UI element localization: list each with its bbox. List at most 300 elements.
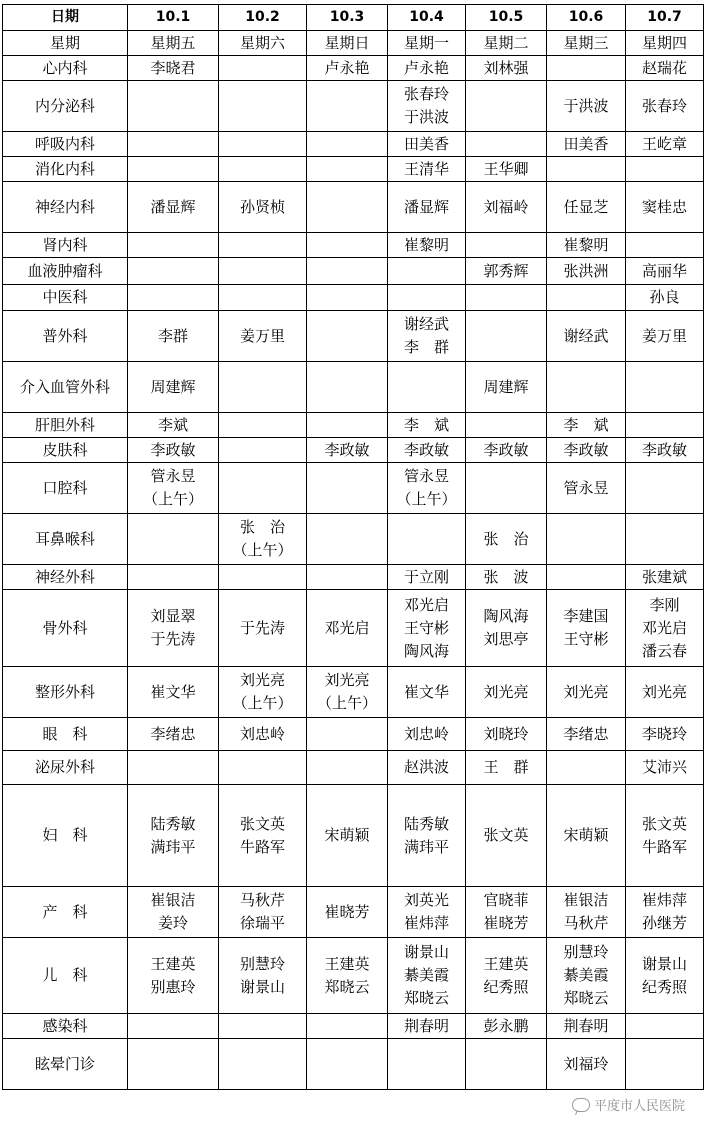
doctor-name: 李政敏 [563,440,609,459]
table-row [3,258,704,285]
doctor-cell [547,182,626,233]
doctor-name: 管永昱 [403,467,449,485]
doctor-name: 郑晓云 [563,989,609,1007]
table-row [3,182,704,233]
doctor-cell [307,438,388,463]
doctor-name: 徐瑞平 [239,914,285,932]
doctor-cell [307,233,388,258]
doctor-name: 王华卿 [483,159,529,178]
table-row [3,785,704,887]
doctor-name: 官晓菲 [483,891,529,909]
doctor-name: 李政敏 [150,440,196,459]
doctor-cell [466,718,547,751]
doctor-cell [466,182,547,233]
doctor-cell [388,514,466,565]
department-cell: 眩晕门诊 [3,1039,128,1090]
doctor-name: 李政敏 [641,440,687,459]
table-row [3,565,704,590]
doctor-name: 张文英 [641,814,687,833]
department-cell: 肝胆外科 [3,413,128,438]
department-cell: 口腔科 [3,463,128,514]
doctor-cell [547,887,626,938]
doctor-cell [128,438,219,463]
doctor-cell [128,887,219,938]
doctor-name: 任显芝 [563,197,609,216]
doctor-cell [547,233,626,258]
doctor-cell [128,362,219,413]
doctor-name: 陆秀敏 [150,814,196,833]
doctor-name: 张 治 [239,518,285,536]
doctor-name: 田美香 [563,134,609,153]
doctor-cell [626,1014,704,1039]
doctor-cell [219,413,307,438]
weekday-row [3,31,704,56]
doctor-cell [128,132,219,157]
doctor-name: 纪秀照 [483,977,529,996]
doctor-cell [219,56,307,81]
table-row [3,81,704,132]
date-cell: 10.1 [128,5,219,31]
doctor-name: （上午） [396,490,457,508]
department-cell: 骨外科 [3,590,128,667]
doctor-cell [388,157,466,182]
doctor-cell [219,1039,307,1090]
doctor-name: 张春玲 [403,85,449,103]
doctor-name: 马秋芹 [239,891,285,909]
doctor-name: 李斌 [157,415,188,434]
watermark [572,1095,685,1114]
doctor-cell [466,1014,547,1039]
doctor-cell [128,413,219,438]
doctor-name: 刘忠岭 [239,724,285,743]
doctor-cell [307,938,388,1014]
date-cell: 10.3 [307,5,388,31]
doctor-cell [219,362,307,413]
doctor-name: 彭永鹏 [483,1016,529,1035]
doctor-cell [388,56,466,81]
department-cell: 呼吸内科 [3,132,128,157]
doctor-name: 赵瑞花 [641,58,687,77]
doctor-cell [219,718,307,751]
date-cell: 10.4 [388,5,466,31]
doctor-name: 张洪洲 [563,261,609,280]
doctor-cell [547,514,626,565]
doctor-cell [307,590,388,667]
doctor-cell [307,132,388,157]
department-cell: 整形外科 [3,667,128,718]
doctor-name: 姜玲 [157,914,188,932]
doctor-cell [307,565,388,590]
doctor-cell [219,182,307,233]
doctor-cell [307,157,388,182]
doctor-cell [128,157,219,182]
doctor-cell [466,938,547,1014]
doctor-cell [466,514,547,565]
doctor-cell [626,565,704,590]
doctor-cell [466,258,547,285]
doctor-name: 宋萌颖 [324,826,370,844]
doctor-cell [388,938,466,1014]
doctor-name: 刘光亮 [563,682,609,701]
doctor-name: 邓光启 [403,595,449,614]
doctor-name: 崔文华 [403,682,449,701]
schedule-table [2,4,704,1090]
doctor-name: 宋萌颖 [563,826,609,844]
doctor-cell [307,667,388,718]
table-row [3,285,704,311]
doctor-name: 谢景山 [239,977,285,996]
doctor-name: 陶风海 [403,641,449,660]
doctor-cell [547,258,626,285]
table-row [3,751,704,785]
doctor-name: （上午） [232,694,293,712]
doctor-cell [128,1039,219,1090]
doctor-name: 王建英 [324,954,370,973]
doctor-name: 陶风海 [483,607,529,625]
doctor-cell [547,132,626,157]
doctor-cell [307,751,388,785]
doctor-cell [219,285,307,311]
doctor-cell [307,718,388,751]
doctor-name: 郭秀辉 [483,261,529,280]
doctor-cell [307,413,388,438]
weekday-label: 星期 [3,31,128,56]
doctor-name: 王守彬 [563,630,609,648]
table-row [3,938,704,1014]
department-cell: 眼 科 [3,718,128,751]
doctor-cell [466,463,547,514]
doctor-cell [128,56,219,81]
doctor-cell [626,56,704,81]
doctor-name: 张 波 [483,567,529,586]
doctor-cell [219,514,307,565]
doctor-name: 赵洪波 [403,758,449,776]
table-row [3,590,704,667]
doctor-cell [466,311,547,362]
wechat-icon [572,1098,590,1112]
doctor-cell [128,590,219,667]
doctor-cell [388,132,466,157]
doctor-name: 刘英光 [403,891,449,909]
doctor-name: 李群 [157,326,188,345]
doctor-cell [626,785,704,887]
doctor-cell [626,413,704,438]
doctor-cell [466,413,547,438]
department-cell: 神经外科 [3,565,128,590]
doctor-name: 周建辉 [150,377,196,396]
doctor-cell [388,590,466,667]
doctor-cell [626,311,704,362]
weekday-cell: 星期日 [307,31,388,56]
doctor-name: 王清华 [403,159,449,178]
doctor-cell [466,157,547,182]
doctor-cell [307,182,388,233]
doctor-name: 綦美霞 [563,966,609,984]
doctor-name: 郑晓云 [403,989,449,1007]
doctor-name: 李刚 [649,595,680,614]
doctor-cell [388,81,466,132]
doctor-name: 张春玲 [641,96,687,115]
doctor-cell [626,362,704,413]
doctor-cell [388,362,466,413]
doctor-cell [626,887,704,938]
doctor-cell [547,81,626,132]
department-cell: 消化内科 [3,157,128,182]
weekday-cell: 星期三 [547,31,626,56]
doctor-cell [307,285,388,311]
doctor-cell [466,565,547,590]
doctor-name: 孙良 [649,288,680,306]
doctor-cell [128,81,219,132]
doctor-name: 牛路军 [239,837,285,856]
table-row [3,667,704,718]
doctor-cell [219,667,307,718]
doctor-cell [307,362,388,413]
doctor-cell [626,667,704,718]
doctor-name: 崔晓芳 [324,902,370,921]
doctor-cell [219,785,307,887]
doctor-cell [626,514,704,565]
doctor-name: 崔黎明 [403,235,449,254]
table-row [3,311,704,362]
date-cell: 10.6 [547,5,626,31]
doctor-cell [219,311,307,362]
doctor-name: （上午） [316,694,377,712]
doctor-cell [307,1014,388,1039]
doctor-cell [547,785,626,887]
doctor-name: 张建斌 [641,567,687,586]
doctor-cell [626,132,704,157]
table-row [3,718,704,751]
doctor-name: 刘福玲 [563,1054,609,1073]
doctor-name: 高丽华 [641,261,687,280]
table-row [3,1039,704,1090]
table-row [3,132,704,157]
doctor-name: 卢永艳 [403,58,449,77]
doctor-cell [307,514,388,565]
doctor-cell [219,938,307,1014]
doctor-name: 别慧玲 [239,954,285,973]
doctor-name: 于先涛 [150,630,196,648]
doctor-cell [547,1014,626,1039]
doctor-cell [466,887,547,938]
doctor-name: 李晓君 [150,58,196,77]
doctor-cell [219,258,307,285]
doctor-cell [626,258,704,285]
doctor-name: 王建英 [150,954,196,973]
weekday-cell: 星期六 [219,31,307,56]
doctor-cell [219,565,307,590]
doctor-cell [388,233,466,258]
doctor-name: 于洪波 [403,108,449,126]
doctor-name: 刘光亮 [239,671,285,689]
doctor-cell [547,590,626,667]
doctor-cell [307,56,388,81]
doctor-name: 李绪忠 [150,724,196,743]
doctor-name: 荆春明 [563,1016,609,1035]
doctor-name: 谢经武 [403,315,449,333]
doctor-name: 刘显翠 [150,607,196,625]
doctor-name: 于立刚 [403,567,449,586]
doctor-name: 陆秀敏 [403,814,449,833]
doctor-cell [219,81,307,132]
doctor-name: 潘云春 [641,641,687,660]
doctor-name: 李政敏 [324,440,370,459]
doctor-name: 李 斌 [563,415,609,434]
department-cell: 泌尿外科 [3,751,128,785]
doctor-cell [307,887,388,938]
watermark-text: 平度市人民医院 [593,1099,685,1114]
doctor-cell [128,463,219,514]
weekday-cell: 星期一 [388,31,466,56]
department-cell: 妇 科 [3,785,128,887]
department-cell: 产 科 [3,887,128,938]
doctor-cell [388,413,466,438]
doctor-name: 别慧玲 [563,943,609,961]
doctor-name: 于洪波 [563,96,609,115]
doctor-name: 李政敏 [403,440,449,459]
doctor-name: 田美香 [403,134,449,153]
department-cell: 神经内科 [3,182,128,233]
doctor-cell [466,285,547,311]
doctor-cell [219,157,307,182]
department-cell: 儿 科 [3,938,128,1014]
doctor-cell [128,258,219,285]
table-row [3,413,704,438]
doctor-cell [128,514,219,565]
date-cell: 10.2 [219,5,307,31]
doctor-cell [388,182,466,233]
doctor-cell [547,157,626,182]
doctor-name: 张文英 [239,814,285,833]
doctor-cell [128,182,219,233]
doctor-name: 潘显辉 [150,197,196,216]
doctor-name: 满玮平 [403,837,449,856]
doctor-cell [307,785,388,887]
doctor-cell [466,785,547,887]
doctor-name: 崔晓芳 [483,914,529,932]
doctor-cell [626,751,704,785]
table-row [3,362,704,413]
doctor-cell [547,751,626,785]
doctor-cell [307,81,388,132]
doctor-name: 邓光启 [641,618,687,637]
doctor-name: 别惠玲 [150,977,196,996]
table-row [3,514,704,565]
doctor-cell [388,285,466,311]
date-header-row [3,5,704,31]
doctor-cell [128,1014,219,1039]
doctor-cell [307,1039,388,1090]
doctor-name: 刘思亭 [483,630,529,648]
department-cell: 内分泌科 [3,81,128,132]
doctor-cell [466,132,547,157]
doctor-name: 李建国 [563,607,609,625]
doctor-name: 姜万里 [239,326,285,345]
doctor-name: 于先涛 [239,618,285,637]
doctor-name: 荆春明 [403,1016,449,1035]
doctor-name: 张文英 [483,826,529,844]
doctor-cell [128,667,219,718]
doctor-cell [307,258,388,285]
doctor-name: 邓光启 [324,618,370,637]
doctor-name: 李晓玲 [641,724,687,743]
doctor-name: 刘光亮 [641,682,687,701]
doctor-name: 刘林强 [483,58,529,77]
table-row [3,1014,704,1039]
doctor-name: （上午） [232,541,293,559]
doctor-name: 崔文华 [150,682,196,701]
doctor-cell [219,463,307,514]
doctor-name: 李政敏 [483,440,529,459]
doctor-name: （上午） [142,490,203,508]
doctor-name: 王屹章 [641,134,687,153]
doctor-cell [547,1039,626,1090]
doctor-name: 李绪忠 [563,724,609,743]
doctor-cell [128,938,219,1014]
department-cell: 肾内科 [3,233,128,258]
doctor-name: 孙继芳 [641,914,687,932]
doctor-cell [547,413,626,438]
doctor-cell [128,785,219,887]
table-row [3,438,704,463]
table-row [3,463,704,514]
doctor-name: 满玮平 [150,837,196,856]
doctor-name: 潘显辉 [403,197,449,216]
weekday-cell: 星期四 [626,31,704,56]
doctor-cell [626,1039,704,1090]
weekday-cell: 星期二 [466,31,547,56]
doctor-cell [626,233,704,258]
department-cell: 皮肤科 [3,438,128,463]
doctor-cell [466,590,547,667]
doctor-cell [388,887,466,938]
doctor-name: 周建辉 [483,377,529,396]
doctor-name: 张 治 [483,529,529,548]
doctor-cell [466,751,547,785]
doctor-name: 王建英 [483,954,529,973]
doctor-cell [626,463,704,514]
doctor-cell [547,56,626,81]
doctor-cell [388,311,466,362]
doctor-name: 刘光亮 [324,671,370,689]
doctor-cell [547,463,626,514]
doctor-cell [547,667,626,718]
doctor-cell [128,751,219,785]
doctor-name: 刘晓玲 [483,724,529,743]
doctor-name: 马秋芹 [563,914,609,932]
doctor-name: 管永昱 [150,467,196,485]
doctor-name: 刘忠岭 [403,724,449,743]
doctor-name: 牛路军 [641,837,687,856]
doctor-name: 管永昱 [563,478,609,497]
department-cell: 心内科 [3,56,128,81]
doctor-cell [388,667,466,718]
date-cell: 10.5 [466,5,547,31]
doctor-cell [388,258,466,285]
table-row [3,233,704,258]
doctor-name: 崔炜萍 [641,891,687,909]
doctor-cell [219,132,307,157]
doctor-cell [219,887,307,938]
doctor-cell [547,718,626,751]
doctor-name: 王守彬 [403,618,449,637]
date-label: 日期 [3,5,128,31]
doctor-name: 崔黎明 [563,235,609,254]
doctor-cell [466,362,547,413]
doctor-cell [626,81,704,132]
doctor-name: 谢景山 [403,943,449,961]
